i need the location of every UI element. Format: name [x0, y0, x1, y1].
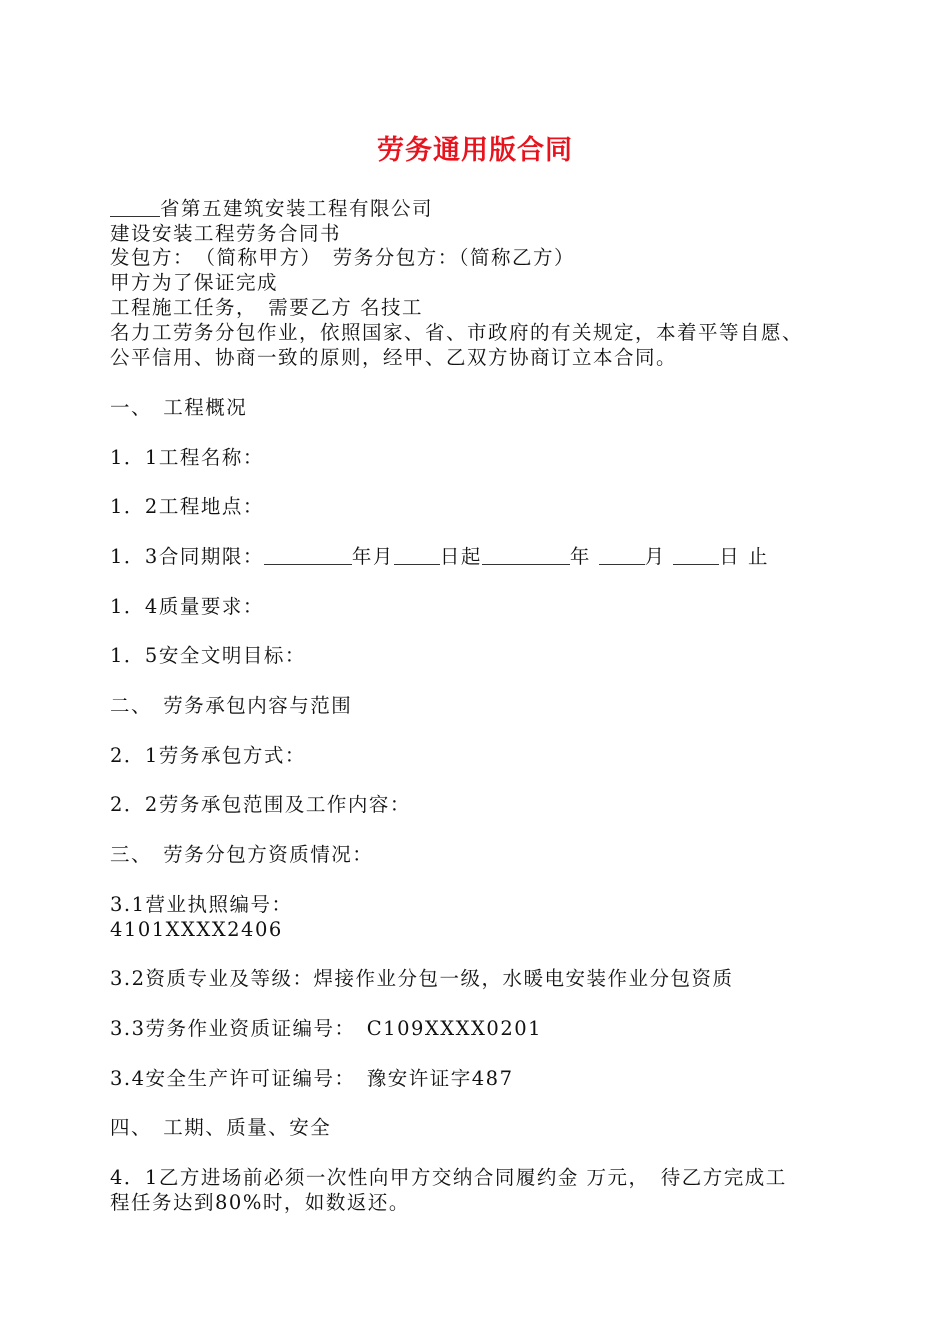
start-label: 日起: [439, 545, 482, 568]
item-2-1: 2．1劳务承包方式：: [110, 744, 306, 767]
blank-province: [110, 196, 160, 217]
item-1-3: [110, 544, 870, 569]
item-1-5: 1．5安全文明目标：: [110, 644, 306, 667]
parties-line: 发包方： （简称甲方） 劳务分包方：（简称乙方）: [110, 246, 576, 269]
item-3-1-value: 4101XXXX2406: [110, 918, 283, 941]
blank-end-day: [673, 544, 719, 565]
blank-start-day: [394, 544, 440, 565]
blank-end-year: [482, 544, 570, 565]
intro-line-1: 甲方为了保证完成: [110, 271, 279, 294]
blank-start-year: [264, 544, 352, 565]
company-line: [110, 196, 870, 221]
intro-line-3: 名力工劳务分包作业，依照国家、省、市政府的有关规定，本着平等自愿、: [110, 321, 804, 344]
month-label: 月: [644, 545, 666, 568]
intro-line-2: 工程施工任务， 需要乙方 名技工: [110, 296, 423, 319]
year-month-label: 年月: [351, 545, 394, 568]
section-3-heading: 三、 劳务分包方资质情况：: [110, 843, 374, 866]
intro-line-4: 公平信用、协商一致的原则，经甲、乙双方协商订立本合同。: [110, 346, 678, 369]
company-name: 省第五建筑安装工程有限公司: [160, 197, 434, 220]
item-4-1-line-1: 4．1乙方进场前必须一次性向甲方交纳合同履约金 万元， 待乙方完成工: [110, 1166, 787, 1189]
document-title: 劳务通用版合同: [377, 135, 573, 166]
item-2-2: 2．2劳务承包范围及工作内容：: [110, 793, 411, 816]
item-1-1: 1．1工程名称：: [110, 446, 264, 469]
item-3-1-label: 3.1营业执照编号：: [110, 893, 293, 916]
blank-end-month: [599, 544, 645, 565]
section-2-heading: 二、 劳务承包内容与范围: [110, 694, 353, 717]
contract-name: 建设安装工程劳务合同书: [110, 222, 342, 245]
item-3-4: 3.4安全生产许可证编号： 豫安许证字487: [110, 1067, 514, 1090]
end-label: 日 止: [719, 545, 769, 568]
item-3-2: 3.2资质专业及等级：焊接作业分包一级，水暖电安装作业分包资质: [110, 967, 734, 990]
item-4-1-line-2: 程任务达到80%时，如数返还。: [110, 1191, 410, 1214]
year-label: 年: [569, 545, 591, 568]
item-1-2: 1．2工程地点：: [110, 495, 264, 518]
section-1-heading: 一、 工程概况: [110, 396, 248, 419]
section-4-heading: 四、 工期、质量、安全: [110, 1116, 332, 1139]
item-1-3-label: 1．3合同期限：: [110, 545, 264, 568]
item-1-4: 1．4质量要求：: [110, 595, 264, 618]
item-3-3: 3.3劳务作业资质证编号： C109XXXX0201: [110, 1017, 543, 1040]
